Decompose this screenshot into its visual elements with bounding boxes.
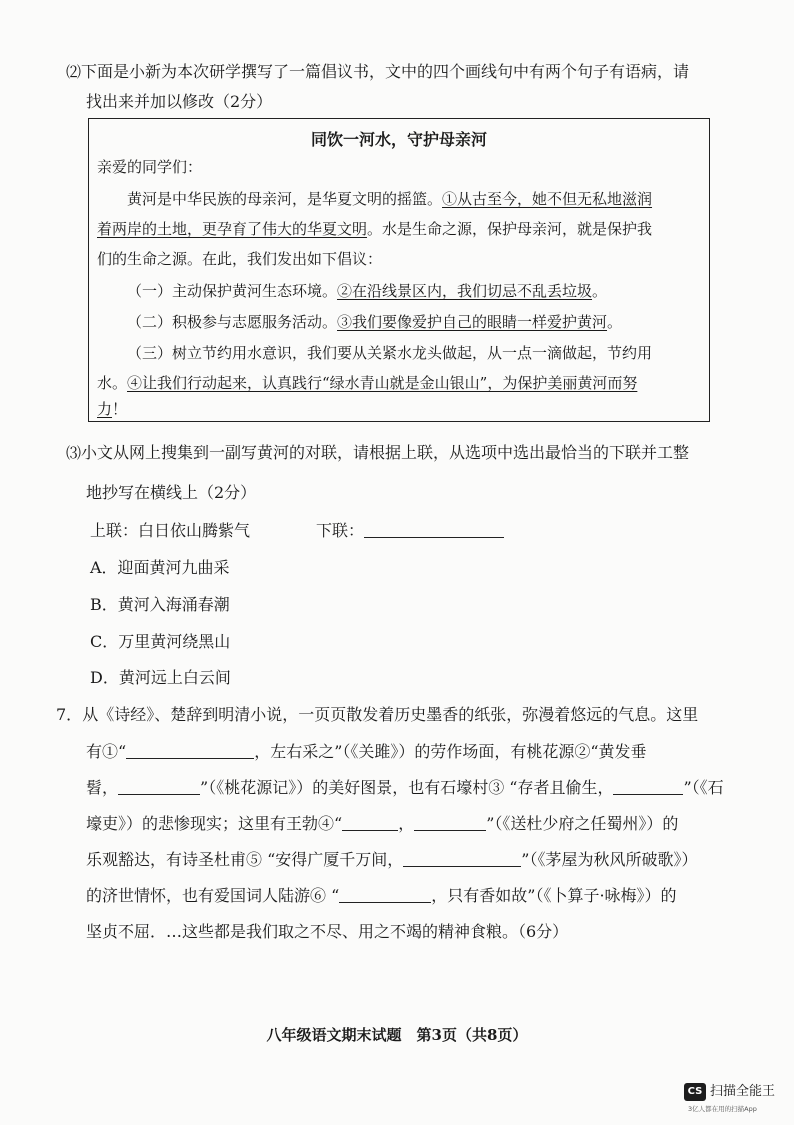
q7-text3c: ”（《石: [683, 778, 724, 797]
couplet-lower: [316, 520, 504, 542]
underlined-sentence-3: ③我们要像爱护自己的眼睛一样爱护黄河: [337, 313, 608, 331]
proposal-box: [88, 118, 710, 422]
proposal-p1-line3: 们的生命之源。在此，我们发出如下倡议：: [97, 250, 383, 268]
underlined-sentence-4b: 力: [97, 400, 113, 418]
q7-text3a: 髫，: [86, 778, 119, 797]
q7-text2a: 有①“: [86, 742, 127, 761]
option-c: C．万里黄河绕黑山: [90, 632, 231, 651]
q7-text1: 从《诗经》、楚辞到明清小说，一页页散发着历史墨香的纸张，弥漫着悠远的气息。这里: [82, 705, 699, 724]
q7-text4a: 壕吏》）的悲惨现实；这里有王勃④“: [86, 814, 343, 833]
p1-text2: 。水是生命之源，保护母亲河，就是保护我: [367, 220, 653, 238]
item1-text: （一）主动保护黄河生态环境。: [127, 282, 338, 300]
underlined-sentence-2: ②在沿线景区内，我们切忌不乱丢垃圾: [337, 282, 593, 300]
watermark-name: 扫描全能王: [710, 1084, 776, 1099]
couplet-answer-blank[interactable]: [364, 521, 504, 538]
underlined-sentence-1a: ①从古至今，她不但无私地滋润: [442, 190, 653, 208]
blank-4a[interactable]: [342, 814, 398, 831]
q7-line1: [56, 704, 698, 726]
q7-line3: [86, 777, 724, 799]
watermark-subtitle: 3亿人都在用的扫描App: [688, 1105, 757, 1113]
option-b: B．黄河入海涌春潮: [90, 595, 230, 614]
camscanner-logo-icon: CS: [684, 1083, 706, 1101]
proposal-title: 同饮一河水，守护母亲河: [310, 130, 487, 149]
item3-text: 水。: [97, 374, 128, 392]
blank-3[interactable]: [613, 778, 683, 795]
q7-text3b: ”（《桃花源记》）的美好图景，也有石壕村③ “存者且偷生，: [200, 778, 614, 797]
q2-text1: 下面是小新为本次研学撰写了一篇倡议书，文中的四个画线句中有两个句子有语病，请: [81, 62, 690, 81]
q3-prompt-line1: [66, 442, 689, 464]
q2-number: ⑵: [66, 63, 82, 81]
q2-prompt-line1: [66, 61, 689, 83]
blank-2[interactable]: [118, 778, 200, 795]
proposal-item3-line1: （三）树立节约用水意识，我们要从关紧水龙头做起，从一点一滴做起，节约用: [127, 344, 653, 362]
proposal-greeting: 亲爱的同学们：: [97, 158, 203, 176]
option-a: A．迎面黄河九曲采: [90, 558, 230, 577]
scanner-watermark: [684, 1083, 794, 1123]
blank-4b[interactable]: [414, 814, 486, 831]
couplet-lower-label: 下联：: [316, 521, 365, 540]
option-d: D．黄河远上白云间: [90, 668, 231, 687]
q7-number: 7．: [56, 705, 83, 724]
proposal-p1-line1: [127, 189, 652, 209]
q3-prompt-line2: 地抄写在横线上（2分）: [86, 483, 257, 502]
proposal-item3-line2: [97, 373, 637, 393]
q7-text6a: 的济世情怀，也有爱国词人陆游⑥ “: [86, 886, 340, 905]
q7-line2: [86, 741, 647, 763]
couplet-upper: 上联：白日依山腾紫气: [90, 521, 251, 540]
blank-6[interactable]: [339, 886, 431, 903]
q7-text5b: ”（《茅屋为秋风所破歌》）: [521, 850, 698, 869]
q7-text2b: ，左右采之”（《关雎》）的劳作场面，有桃花源②“黄发垂: [254, 742, 647, 761]
item2-text: （二）积极参与志愿服务活动。: [127, 313, 338, 331]
q7-text5a: 乐观豁达，有诗圣杜甫⑤ “安得广厦千万间，: [86, 850, 404, 869]
proposal-item2: [127, 312, 622, 332]
q7-line5: [86, 849, 697, 871]
p1-text: 黄河是中华民族的母亲河，是华夏文明的摇篮。: [127, 190, 443, 208]
q7-text6b: ，只有香如故”（《卜算子·咏梅》）的: [431, 886, 677, 905]
q7-line7: 坚贞不屈．…这些都是我们取之不尽、用之不竭的精神食粮。（6分）: [86, 922, 569, 941]
item1-end: 。: [592, 282, 608, 300]
q7-line6: [86, 885, 677, 907]
q7-text4c: ”（《送杜少府之任蜀州》）的: [486, 814, 679, 833]
q7-line4: [86, 813, 678, 835]
page-footer: 八年级语文期末试题 第3页（共8页）: [266, 1026, 528, 1044]
q3-number: ⑶: [66, 444, 82, 462]
q2-prompt-line2: 找出来并加以修改（2分）: [86, 92, 273, 111]
proposal-p1-line2: [97, 219, 652, 239]
q7-text4b: ，: [398, 814, 415, 833]
proposal-item1: [127, 281, 607, 301]
proposal-item3-line3: [97, 399, 127, 419]
item2-end: 。: [607, 313, 623, 331]
underlined-sentence-4a: ④让我们行动起来，认真践行“绿水青山就是金山银山”，为保护美丽黄河而努: [127, 374, 638, 392]
underlined-sentence-1b: 着两岸的土地，更孕育了伟大的华夏文明: [97, 220, 368, 238]
blank-1[interactable]: [126, 742, 254, 759]
item3-end: ！: [112, 400, 128, 418]
q3-text1: 小文从网上搜集到一副写黄河的对联，请根据上联，从选项中选出最恰当的下联并工整: [81, 443, 690, 462]
blank-5[interactable]: [403, 850, 521, 867]
